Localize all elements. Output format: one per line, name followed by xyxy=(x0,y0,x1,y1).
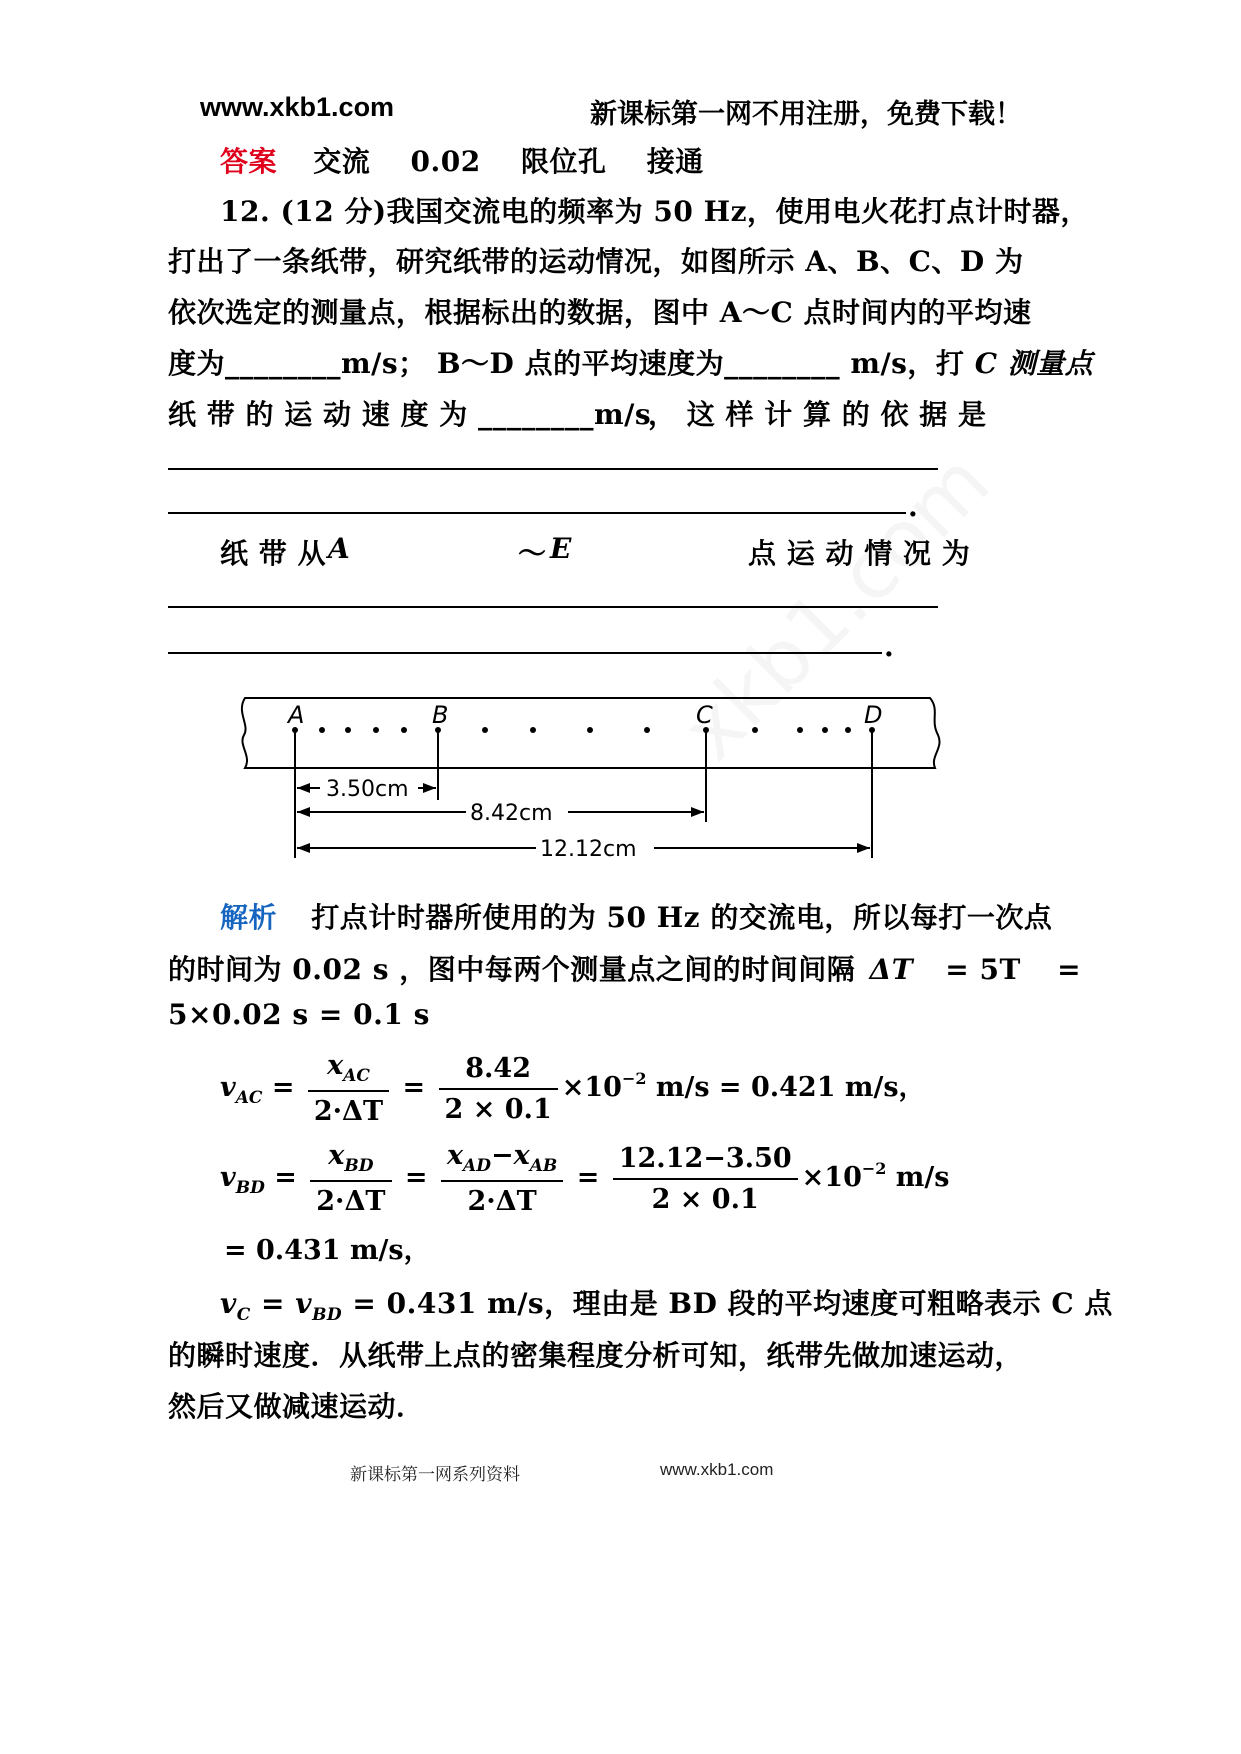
paper-tape-diagram xyxy=(230,690,950,870)
point-label-c: C xyxy=(696,701,713,729)
measurement-ac: 8.42cm xyxy=(470,801,553,826)
question-text: C 测量点 xyxy=(974,347,1094,380)
eq-den: 2 × 0.1 xyxy=(651,1183,759,1215)
fraction xyxy=(441,1140,563,1217)
measurement-ab: 3.50cm xyxy=(326,777,409,802)
header-site[interactable]: www.xkb1.com xyxy=(200,92,395,122)
eq-sub: AB xyxy=(529,1156,558,1176)
footer-left: 新课标第一网系列资料 xyxy=(350,1465,520,1485)
solution-line-2 xyxy=(168,948,1081,988)
answer-blank-line xyxy=(168,606,938,608)
eq-sub: AC xyxy=(343,1066,370,1086)
eq-result: m/s = 0.421 m/s， xyxy=(646,1072,926,1103)
solution-line-1 xyxy=(220,896,1052,936)
fraction xyxy=(439,1053,558,1125)
eq-num: 12.12−3.50 xyxy=(613,1143,798,1180)
fraction xyxy=(310,1140,391,1217)
eq-exp: −2 xyxy=(621,1069,647,1088)
eq-sub: C xyxy=(236,1305,251,1325)
eq-var: v xyxy=(220,1072,236,1103)
eq-var: v xyxy=(295,1287,313,1320)
eq-exp: −2 xyxy=(861,1159,887,1178)
period: . xyxy=(908,490,919,523)
answer-item: 限位孔 xyxy=(520,145,607,178)
solution-line-last-2: 然后又做减速运动． xyxy=(168,1390,425,1423)
solution-text: ΔT xyxy=(869,953,914,986)
tape-outline xyxy=(242,698,940,768)
answer-item: 接通 xyxy=(646,145,704,178)
eq-den: 2·ΔT xyxy=(467,1186,537,1217)
period: . xyxy=(884,630,895,663)
fraction xyxy=(613,1143,798,1215)
eq-var: v xyxy=(220,1287,237,1320)
question-line-7a: 纸 带 从 xyxy=(220,537,326,570)
equation-vbd-result: = 0.431 m/s， xyxy=(224,1235,431,1266)
tape-dots xyxy=(292,727,875,733)
eq-num: 8.42 xyxy=(439,1053,558,1090)
answer-item: 0.02 xyxy=(410,145,481,178)
question-line-7b: A xyxy=(328,532,351,565)
solution-vc-line xyxy=(220,1282,1113,1325)
eq-den: 2·ΔT xyxy=(316,1186,386,1217)
header-slogan: 新课标第一网不用注册，免费下载！ xyxy=(590,99,1022,130)
solution-text: 的时间为 0.02 s ，图中每两个测量点之间的时间间隔 xyxy=(168,953,856,986)
question-line-7d: E xyxy=(550,532,572,565)
answer-line xyxy=(220,140,704,180)
answer-item: 交流 xyxy=(313,145,371,178)
equation-vac: $v_{AC}$ = $\frac{x_{AC}}{2\cdot\Delta T}$ = $\frac{8.42}{2 \times 0.1}$ $\times 10^{-2}$ m/s = 0.421 m/s， xyxy=(220,1050,926,1127)
eq-var: −x xyxy=(490,1140,530,1171)
question-line-5a: 纸 带 的 运 动 速 度 为 ________m/s xyxy=(168,398,652,431)
footer-right[interactable]: www.xkb1.com xyxy=(660,1460,774,1479)
point-label-b: B xyxy=(432,701,449,729)
eq-var: x xyxy=(327,1050,344,1081)
eq-text: = xyxy=(250,1287,296,1320)
eq-sub: BD xyxy=(344,1156,374,1176)
solution-text: = 5T xyxy=(945,953,1021,986)
question-line-1: 12. (12 分)我国交流电的频率为 50 Hz，使用电火花打点计时器， xyxy=(220,195,1089,228)
eq-sub: BD xyxy=(235,1178,265,1198)
question-line-7e: 点 运 动 情 况 为 xyxy=(748,537,971,570)
answer-label: 答案 xyxy=(220,145,278,178)
eq-sub: BD xyxy=(312,1305,343,1325)
eq-tail: ×10 xyxy=(801,1162,862,1193)
measurement-ad: 12.12cm xyxy=(540,837,637,862)
fraction xyxy=(308,1050,389,1127)
solution-label: 解析 xyxy=(220,901,278,934)
solution-line-last-1: 的瞬时速度．从纸带上点的密集程度分析可知，纸带先做加速运动， xyxy=(168,1339,1024,1372)
point-label-d: D xyxy=(864,701,883,729)
question-line-4 xyxy=(168,342,1093,382)
question-line-5b: ， 这 样 计 算 的 依 据 是 xyxy=(648,398,987,431)
answer-blank-line xyxy=(168,652,882,654)
eq-sub: AC xyxy=(235,1088,263,1108)
eq-den: 2·ΔT xyxy=(313,1096,384,1127)
eq-var: x xyxy=(446,1140,464,1171)
eq-sub: AD xyxy=(463,1156,491,1176)
eq-unit: m/s xyxy=(886,1162,950,1193)
question-blank-2: B～D 点的平均速度为________ m/s，打 xyxy=(436,347,965,380)
answer-blank-line xyxy=(168,512,906,514)
question-line-3: 依次选定的测量点，根据标出的数据，图中 A～C 点时间内的平均速 xyxy=(168,296,1032,329)
equation-vbd: $v_{BD}$ = $\frac{x_{BD}}{2\cdot\Delta T}$ = $\frac{x_{AD}-x_{AB}}{2\cdot\Delta T}$ = $\frac{12.12-3.50}{2 \times 0.1}$ $\times 10^{-2}$ m/s xyxy=(220,1140,950,1217)
eq-tail: ×10 xyxy=(561,1072,622,1103)
answer-blank-line xyxy=(168,468,938,470)
question-line-2: 打出了一条纸带，研究纸带的运动情况，如图所示 A、B、C、D 为 xyxy=(168,245,1024,278)
eq-var: x xyxy=(328,1140,345,1171)
solution-text: = xyxy=(1057,953,1082,986)
solution-text: 打点计时器所使用的为 50 Hz 的交流电，所以每打一次点 xyxy=(311,901,1053,934)
eq-var: v xyxy=(220,1162,236,1193)
solution-line-3: 5×0.02 s = 0.1 s xyxy=(168,998,430,1031)
question-line-7c: ～ xyxy=(518,537,547,570)
point-label-a: A xyxy=(288,701,305,729)
question-blank-1: 度为________m/s； xyxy=(168,347,427,380)
eq-den: 2 × 0.1 xyxy=(444,1093,552,1125)
eq-text: = 0.431 m/s，理由是 BD 段的平均速度可粗略表示 C 点 xyxy=(342,1287,1113,1320)
